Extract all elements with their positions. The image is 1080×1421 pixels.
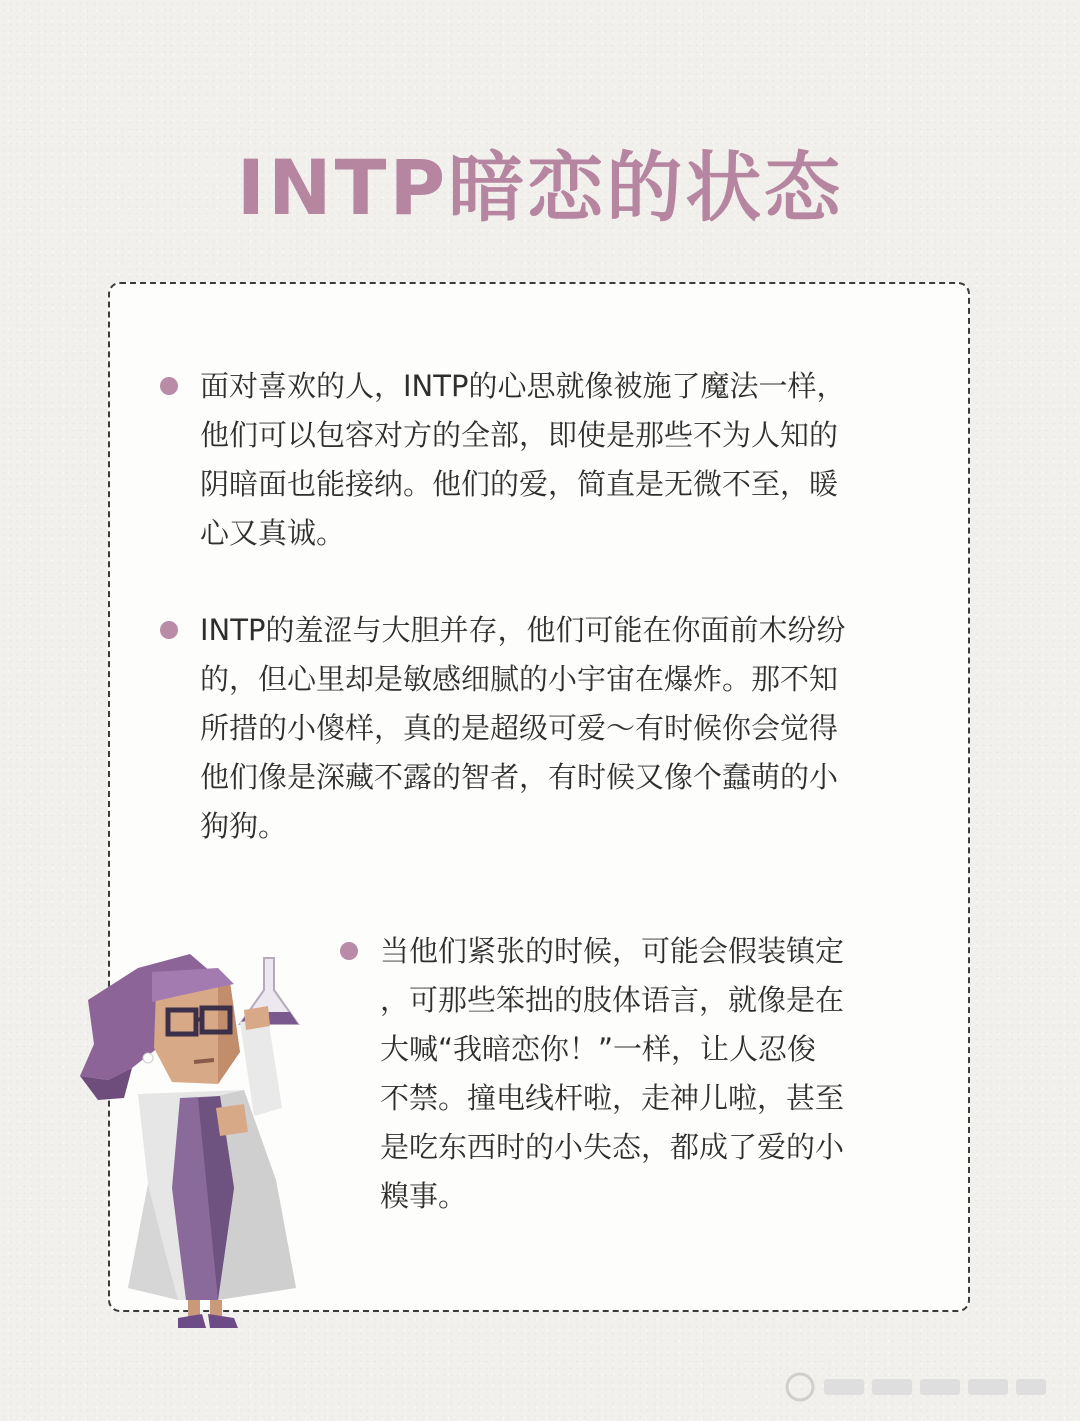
bullet-item-text: 面对喜欢的人，INTP的心思就像被施了魔法一样， 他们可以包容对方的全部，即使是那些不为人知的 阴暗面也能接纳。他们的爱，简直是无微不至，暖 心又真诚。 [200, 369, 846, 550]
bullet-item-text: 当他们紧张的时候，可能会假装镇定 ，可那些笨拙的肢体语言，就像是在 大喊“我暗恋你！”一样，让人忍俊 不禁。撞电线杆啦，走神儿啦，甚至 是吃东西时的小失态，都成了爱的小 糗事。 [380, 934, 845, 1213]
bullet-dot-icon [160, 377, 178, 395]
bullet-item-3 [380, 927, 940, 1221]
bullet-item-text: INTP的羞涩与大胆并存，他们可能在你面前木纷纷 的，但心里却是敏感细腻的小宇宙在爆炸。那不知 所措的小傻样，真的是超级可爱～有时候你会觉得 他们像是深藏不露的智者，有时候又像个蠢萌的小 狗狗。 [200, 613, 846, 843]
bullet-dot-icon [340, 942, 358, 960]
page-title: INTP暗恋的状态 [236, 143, 844, 232]
watermark-icon [780, 1367, 1050, 1407]
scientist-woman-illustration [68, 948, 308, 1328]
bullet-item-2 [200, 606, 940, 851]
bullet-item-1 [200, 362, 940, 558]
bullet-dot-icon [160, 621, 178, 639]
